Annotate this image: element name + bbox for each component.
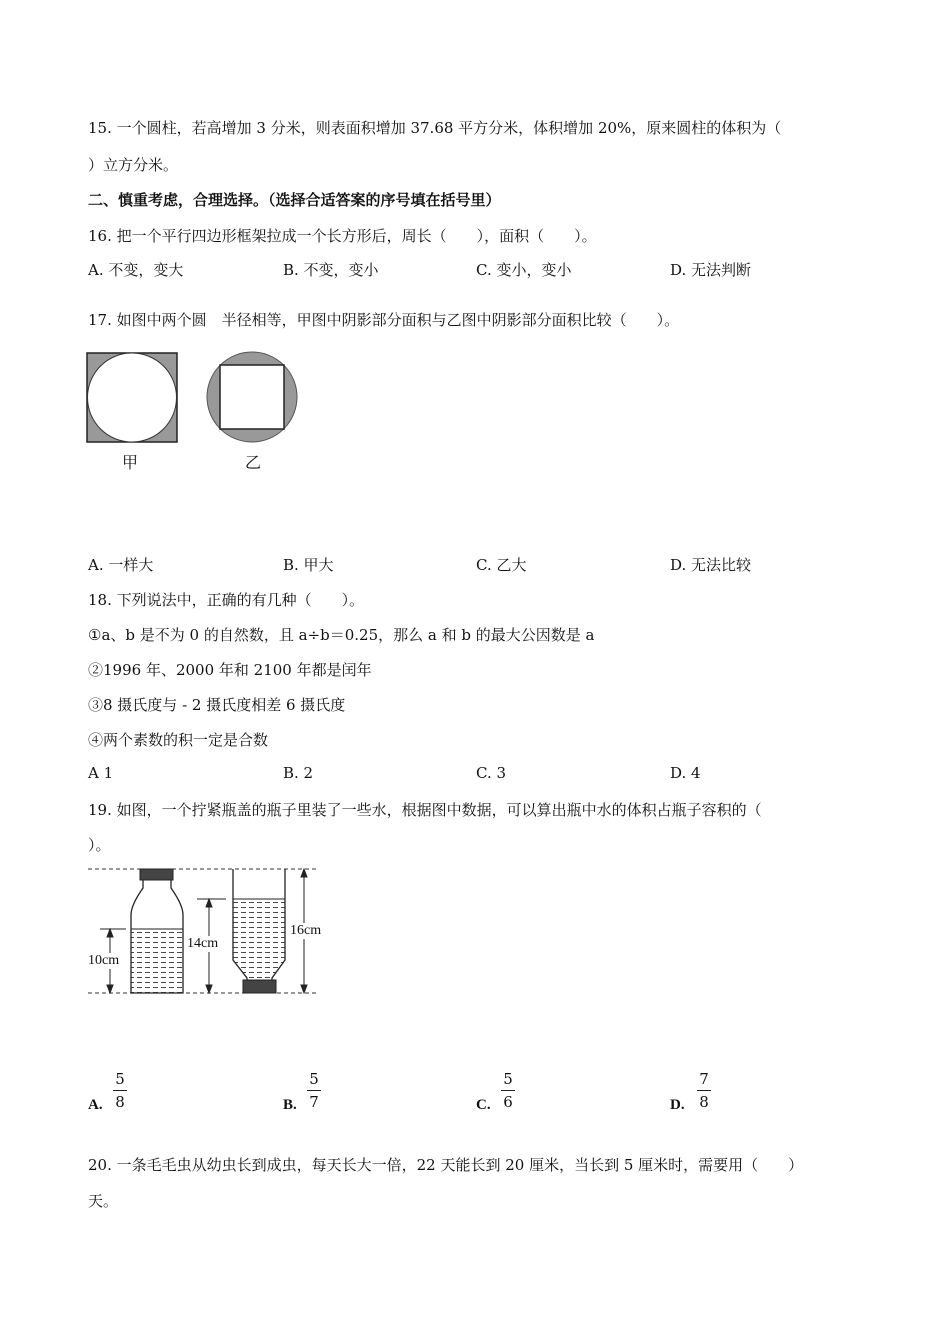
q19-line2: ）。: [88, 836, 111, 854]
q20-line1: 20. 一条毛毛虫从幼虫长到成虫，每天长大一倍，22 天能长到 20 厘米，当长到 5 厘米时，需要用（ ）: [88, 1156, 804, 1174]
denominator: 6: [503, 1093, 513, 1111]
q17-option-b: B. 甲大: [283, 556, 334, 574]
q15-line2: ）立方分米。: [88, 156, 179, 174]
fraction-bar: [501, 1090, 515, 1091]
q16-text: 16. 把一个平行四边形框架拉成一个长方形后，周长（ ），面积（ ）。: [88, 227, 597, 245]
fraction: [500, 1070, 516, 1111]
q18-text: 18. 下列说法中，正确的有几种（ ）。: [88, 591, 365, 609]
option-label: A.: [88, 1097, 103, 1113]
numerator: 5: [309, 1070, 319, 1088]
q18-statement-2: ②1996 年、2000 年和 2100 年都是闰年: [88, 661, 372, 679]
denominator: 7: [309, 1093, 319, 1111]
fraction: [306, 1070, 322, 1111]
fraction: [112, 1070, 128, 1111]
numerator: 5: [115, 1070, 125, 1088]
q19-line1: 19. 如图，一个拧紧瓶盖的瓶子里装了一些水，根据图中数据，可以算出瓶中水的体积占瓶子容积的（: [88, 801, 762, 819]
bottle-upright: [131, 869, 183, 993]
fraction-bar: [307, 1090, 321, 1091]
fraction-bar: [113, 1090, 127, 1091]
denominator: 8: [699, 1093, 709, 1111]
q18-option-a: A 1: [88, 764, 114, 782]
q18-option-c: C. 3: [476, 764, 507, 782]
q16-option-a: A. 不变，变大: [88, 261, 184, 279]
label-jia: 甲: [122, 453, 139, 472]
q17-text: 17. 如图中两个圆 半径相等，甲图中阴影部分面积与乙图中阴影部分面积比较（ ）。: [88, 311, 680, 329]
q18-statement-3: ③8 摄氏度与 - 2 摄氏度相差 6 摄氏度: [88, 696, 346, 714]
label-yi: 乙: [245, 453, 262, 472]
numerator: 7: [699, 1070, 709, 1088]
q18-option-b: B. 2: [283, 764, 314, 782]
q17-option-c: C. 乙大: [476, 556, 527, 574]
fraction: [696, 1070, 712, 1111]
dim-16cm: 16cm: [290, 923, 322, 938]
option-label: D.: [670, 1097, 685, 1113]
q18-statement-1: ①a、b 是不为 0 的自然数，且 a÷b＝0.25，那么 a 和 b 的最大公因数是 a: [88, 626, 595, 644]
q15-line1: 15. 一个圆柱，若高增加 3 分米，则表面积增加 37.68 平方分米，体积增加 20%，原来圆柱的体积为（: [88, 119, 782, 137]
q18-option-d: D. 4: [670, 764, 701, 782]
denominator: 8: [115, 1093, 125, 1111]
fraction-bar: [697, 1090, 711, 1091]
dim-10cm: 10cm: [88, 953, 120, 968]
q20-line2: 天。: [88, 1192, 119, 1210]
q16-option-c: C. 变小，变小: [476, 261, 572, 279]
q16-option-b: B. 不变，变小: [283, 261, 379, 279]
q17-option-d: D. 无法比较: [670, 556, 752, 574]
dim-14cm: 14cm: [187, 936, 219, 951]
numerator: 5: [503, 1070, 513, 1088]
q16-option-d: D. 无法判断: [670, 261, 752, 279]
section-heading: 二、慎重考虑，合理选择。（选择合适答案的序号填在括号里）: [88, 191, 501, 209]
q18-statement-4: ④两个素数的积一定是合数: [88, 731, 269, 749]
option-label: C.: [476, 1097, 491, 1113]
option-label: B.: [283, 1097, 297, 1113]
q17-option-a: A. 一样大: [88, 556, 154, 574]
bottle-inverted: [233, 869, 285, 993]
